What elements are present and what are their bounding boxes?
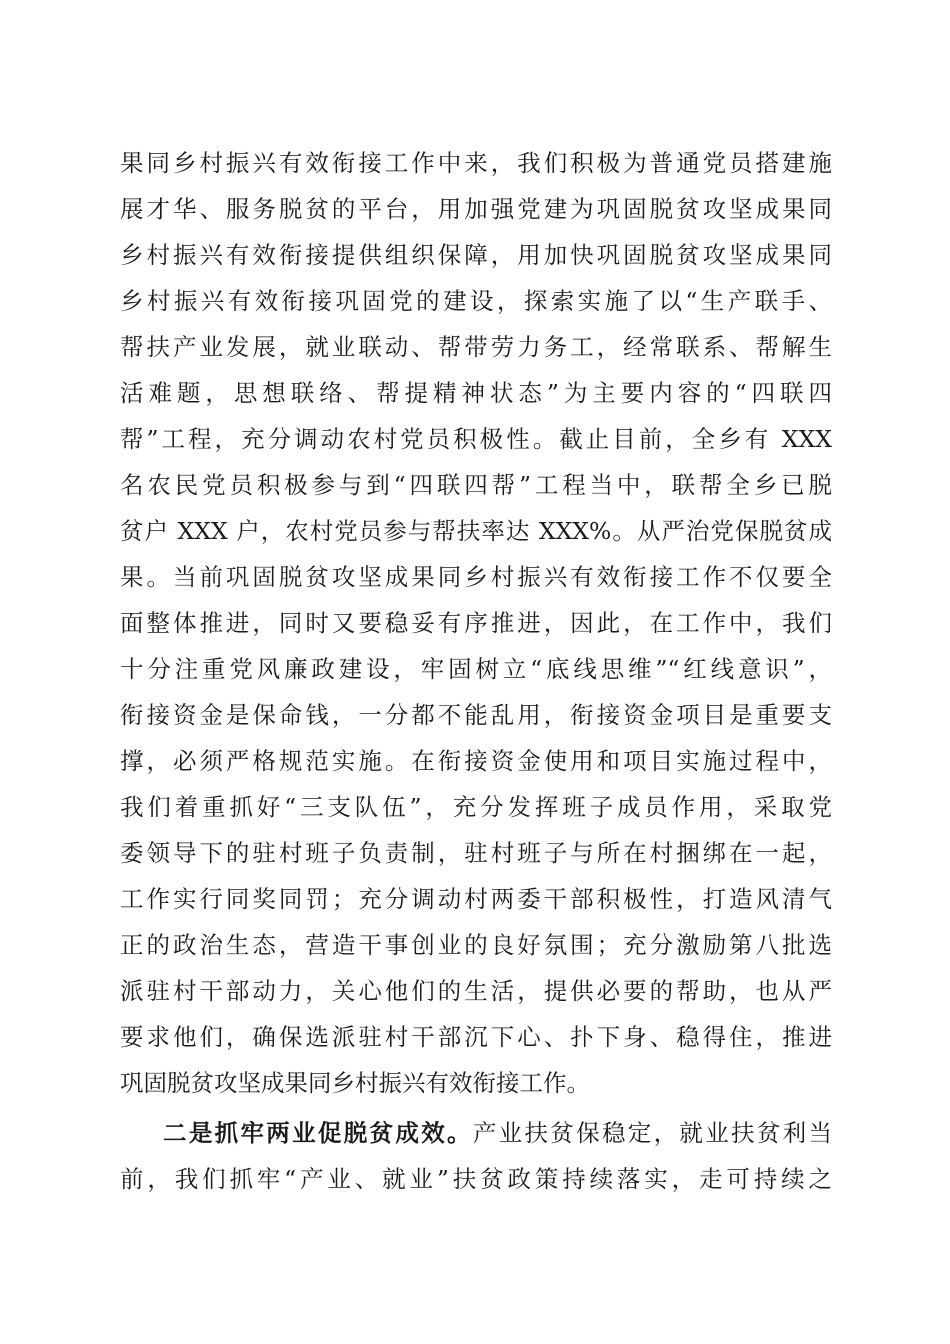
text-line: 展才华、服务脱贫的平台，用加强党建为巩固脱贫攻坚成果同 (120, 195, 832, 223)
text-line: 乡村振兴有效衔接提供组织保障，用加快巩固脱贫攻坚成果同 (120, 241, 832, 269)
text-line: 正的政治生态，营造干事创业的良好氛围；充分激励第八批选 (120, 931, 832, 959)
text-line: 帮”工程，充分调动农村党员积极性。截止目前，全乡有 XXX (120, 425, 832, 453)
text-line: 巩固脱贫攻坚成果同乡村振兴有效衔接工作。 (120, 1069, 590, 1097)
text-line: 活难题，思想联络、帮提精神状态”为主要内容的“四联四 (120, 379, 832, 407)
text-line: 前，我们抓牢“产业、就业”扶贫政策持续落实，走可持续之 (120, 1165, 832, 1193)
section-heading: 二是抓牢两业促脱贫成效。 (163, 1119, 473, 1147)
text-line: 工作实行同奖同罚；充分调动村两委干部积极性，打造风清气 (120, 885, 832, 913)
text-line: 衔接资金是保命钱，一分都不能乱用，衔接资金项目是重要支 (120, 701, 832, 729)
text-line: 撑，必须严格规范实施。在衔接资金使用和项目实施过程中， (120, 747, 832, 775)
text-line: 果。当前巩固脱贫攻坚成果同乡村振兴有效衔接工作不仅要全 (120, 563, 832, 591)
text-line: 派驻村干部动力，关心他们的生活，提供必要的帮助，也从严 (120, 977, 832, 1005)
text-line (120, 1110, 832, 1156)
paragraph-2 (120, 1110, 832, 1202)
text-line: 我们着重抓好“三支队伍”，充分发挥班子成员作用，采取党 (120, 793, 832, 821)
text-line: 名农民党员积极参与到“四联四帮”工程当中，联帮全乡已脱 (120, 471, 832, 499)
text-line: 果同乡村振兴有效衔接工作中来，我们积极为普通党员搭建施 (120, 149, 832, 177)
text-line: 帮扶产业发展，就业联动、帮带劳力务工，经常联系、帮解生 (120, 333, 832, 361)
text-line: 委领导下的驻村班子负责制，驻村班子与所在村捆绑在一起， (120, 839, 832, 867)
text-line: 要求他们，确保选派驻村干部沉下心、扑下身、稳得住，推进 (120, 1023, 832, 1051)
text-line: 贫户 XXX 户，农村党员参与帮扶率达 XXX%。从严治党保脱贫成 (120, 517, 832, 545)
body-text (120, 140, 832, 1202)
heading-line-rest: 产业扶贫保稳定，就业扶贫利当 (472, 1119, 833, 1147)
text-line: 面整体推进，同时又要稳妥有序推进，因此，在工作中，我们 (120, 609, 832, 637)
paragraph-1 (120, 140, 832, 1106)
text-line: 乡村振兴有效衔接巩固党的建设，探索实施了以“生产联手、 (120, 287, 832, 315)
text-line: 十分注重党风廉政建设，牢固树立“底线思维”“红线意识”， (120, 655, 832, 683)
